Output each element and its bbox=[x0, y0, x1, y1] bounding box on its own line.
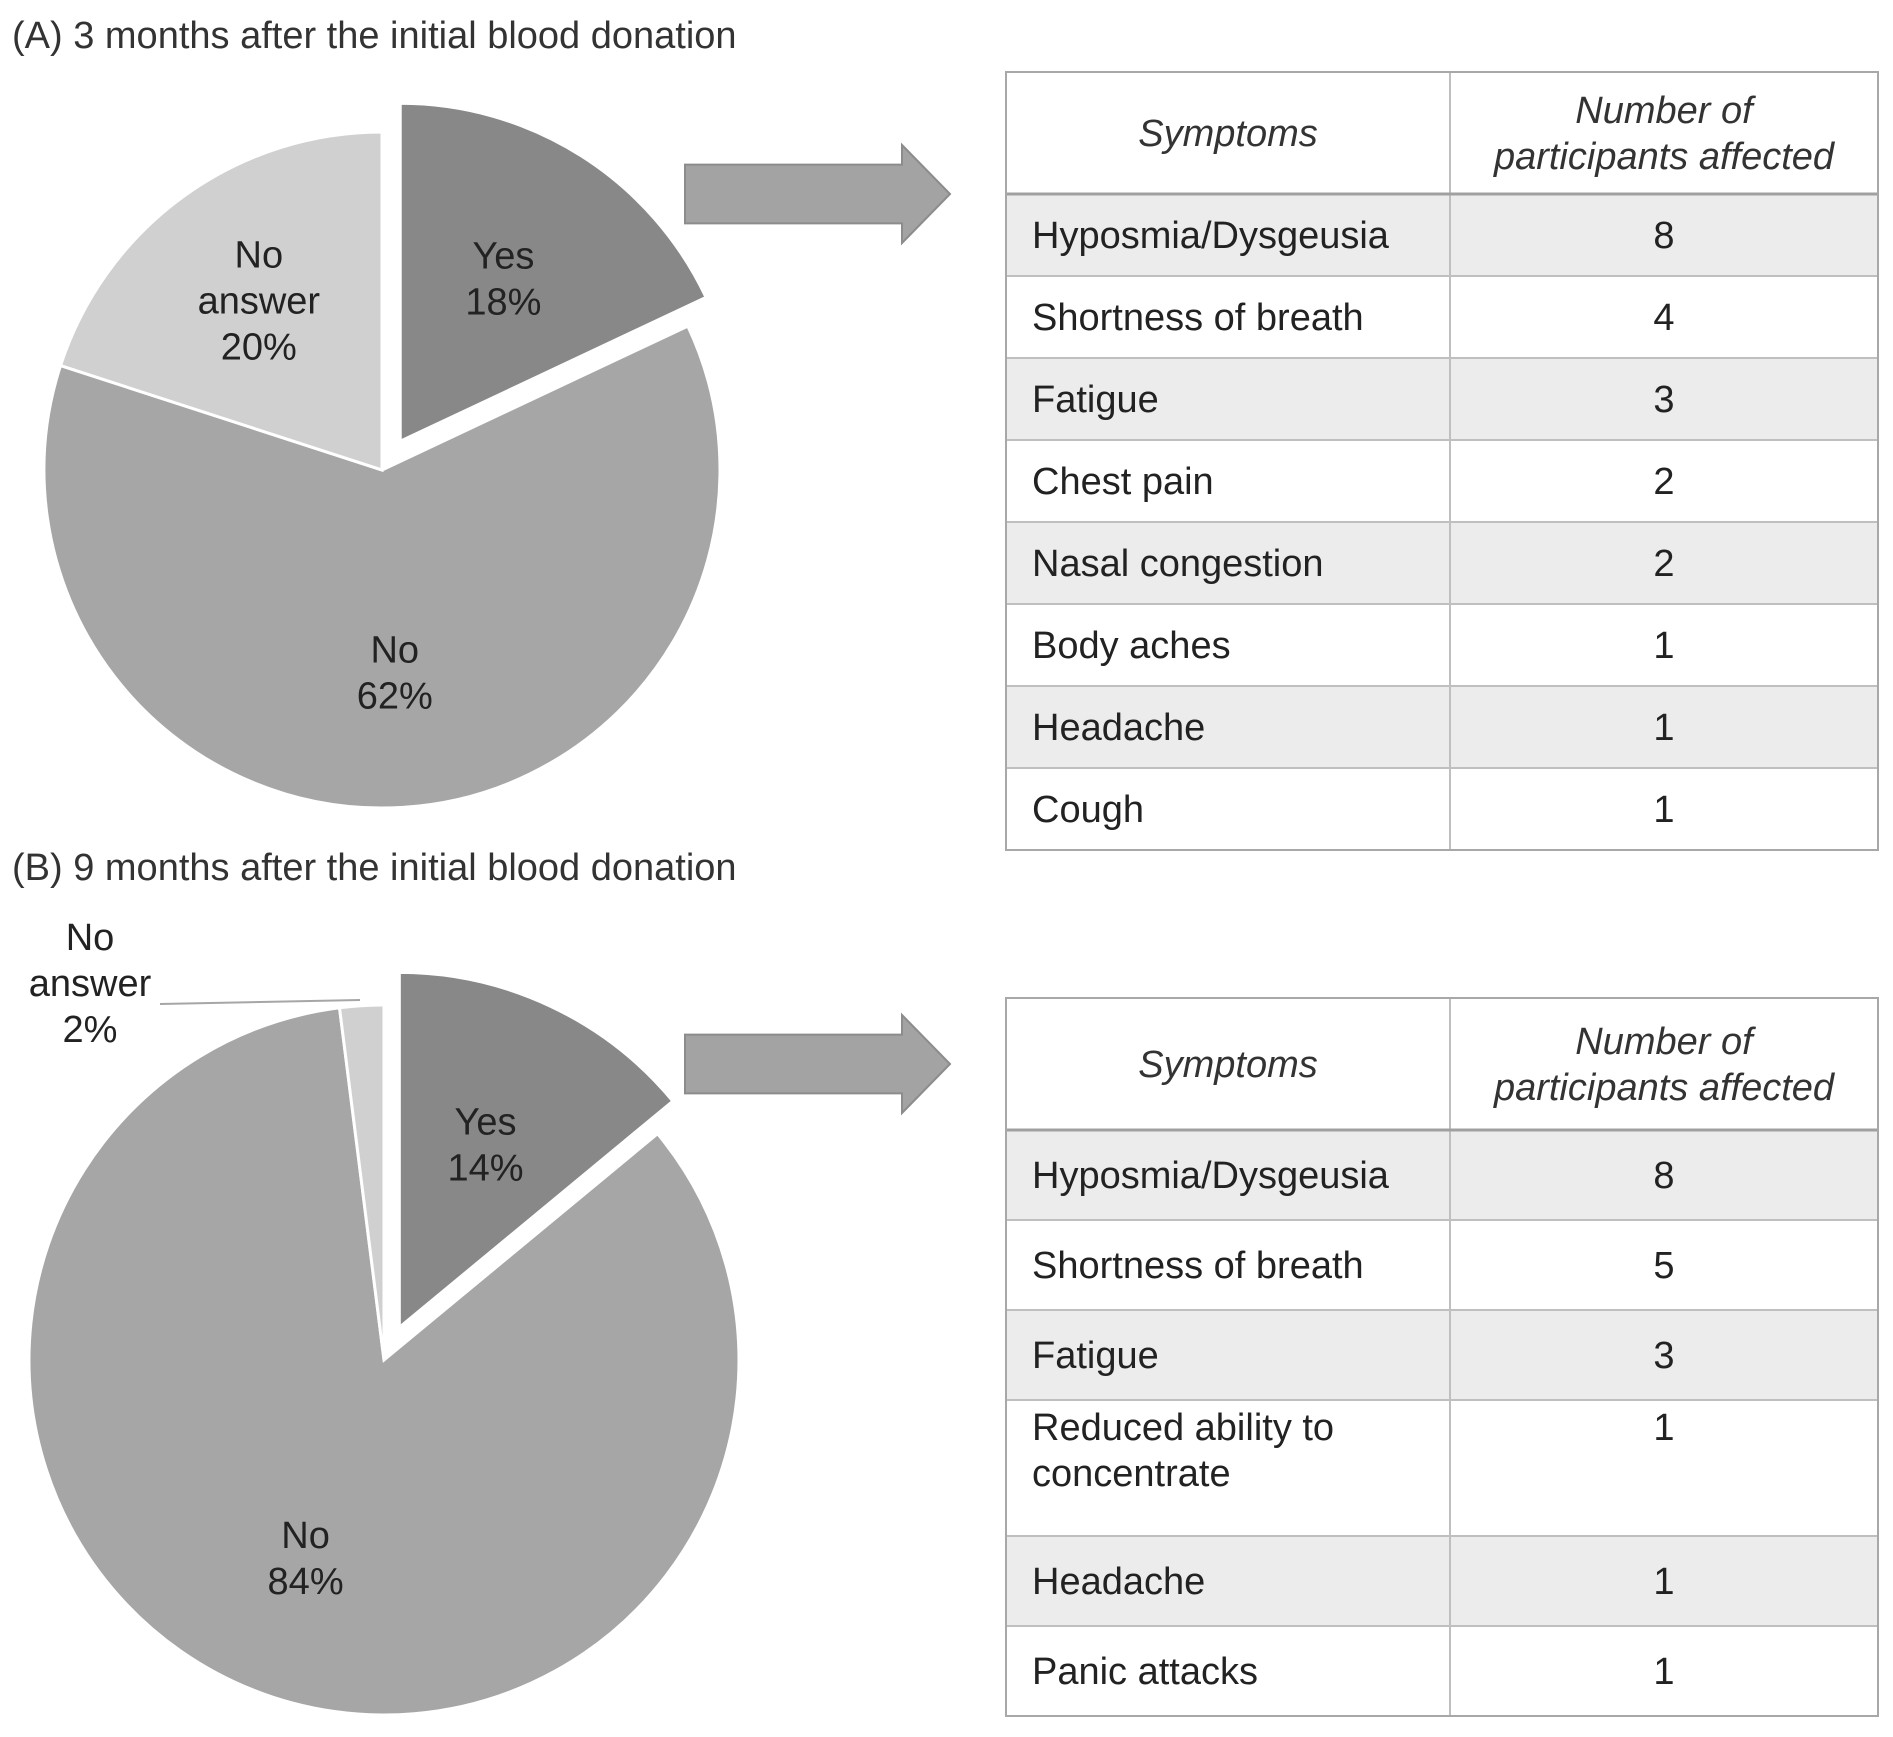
right-arrow-shape bbox=[685, 145, 950, 243]
table-cell-count: 1 bbox=[1653, 707, 1675, 749]
table-cell-symptom: Nasal congestion bbox=[1032, 543, 1324, 585]
table-cell-symptom: Fatigue bbox=[1032, 1335, 1159, 1377]
table-cell-symptom: Hyposmia/Dysgeusia bbox=[1032, 1155, 1389, 1197]
table-cell-count: 3 bbox=[1653, 379, 1675, 421]
pie-label-yes: Yes bbox=[472, 235, 535, 278]
table-header-cell: participants affected bbox=[1493, 1067, 1835, 1109]
table-cell-symptom: concentrate bbox=[1032, 1453, 1231, 1495]
table-cell-count: 1 bbox=[1653, 625, 1675, 667]
pie-label-yes: Yes bbox=[454, 1101, 517, 1144]
panel-a-arrow-icon bbox=[685, 145, 950, 243]
table-header-cell: Symptoms bbox=[1138, 113, 1318, 155]
pie-label-no-answer: 2% bbox=[62, 1009, 118, 1051]
table-cell-count: 8 bbox=[1653, 1155, 1675, 1197]
table-cell-symptom: Headache bbox=[1032, 707, 1206, 749]
table-cell-symptom: Reduced ability to bbox=[1032, 1407, 1335, 1449]
panel-b bbox=[12, 847, 1878, 1716]
table-cell-symptom: Chest pain bbox=[1032, 461, 1214, 503]
pie-label-no-answer: No bbox=[65, 917, 115, 959]
table-cell-count: 1 bbox=[1653, 1561, 1675, 1603]
pie-label-no: No bbox=[281, 1515, 330, 1558]
right-arrow-shape bbox=[685, 1015, 950, 1113]
table-cell-count: 2 bbox=[1653, 543, 1675, 585]
table-cell-count: 5 bbox=[1653, 1245, 1675, 1287]
table-cell-symptom: Body aches bbox=[1032, 625, 1231, 667]
pie-label-yes: 14% bbox=[447, 1147, 524, 1190]
pie-label-no: No bbox=[370, 629, 420, 672]
table-cell-count: 1 bbox=[1653, 1651, 1675, 1693]
panel-b-title: (B) 9 months after the initial blood donation bbox=[12, 847, 737, 889]
table-header-row bbox=[1006, 998, 1878, 1130]
panel-a-title: (A) 3 months after the initial blood donation bbox=[12, 15, 737, 57]
panel-b-arrow-icon bbox=[685, 1015, 950, 1113]
table-cell-symptom: Panic attacks bbox=[1032, 1651, 1258, 1693]
table-cell-count: 4 bbox=[1653, 297, 1675, 339]
panel-b-symptoms-table bbox=[1006, 998, 1878, 1716]
table-cell-symptom: Fatigue bbox=[1032, 379, 1159, 421]
table-header-cell: Symptoms bbox=[1138, 1044, 1318, 1086]
panel-a bbox=[12, 15, 1878, 850]
panel-b-pie-chart bbox=[29, 917, 739, 1715]
pie-label-yes: 18% bbox=[465, 281, 542, 324]
table-cell-symptom: Hyposmia/Dysgeusia bbox=[1032, 215, 1389, 257]
table-header-cell: Number of bbox=[1575, 1021, 1753, 1063]
table-cell-symptom: Headache bbox=[1032, 1561, 1206, 1603]
table-cell-count: 1 bbox=[1653, 789, 1675, 831]
table-cell-symptom: Shortness of breath bbox=[1032, 297, 1364, 339]
table-header-cell: participants affected bbox=[1493, 136, 1835, 178]
table-cell-symptom: Cough bbox=[1032, 789, 1144, 831]
table-cell-count: 1 bbox=[1653, 1407, 1675, 1449]
table-header-cell: Number of bbox=[1575, 90, 1753, 132]
table-cell-symptom: Shortness of breath bbox=[1032, 1245, 1364, 1287]
table-cell-count: 8 bbox=[1653, 215, 1675, 257]
panel-a-pie-chart bbox=[44, 103, 720, 808]
pie-label-no-answer: answer bbox=[28, 963, 152, 1005]
panel-a-symptoms-table bbox=[1006, 72, 1878, 850]
table-cell-count: 3 bbox=[1653, 1335, 1675, 1377]
table-cell-count: 2 bbox=[1653, 461, 1675, 503]
pie-label-no-answer: 20% bbox=[220, 326, 297, 369]
pie-label-no-answer: answer bbox=[197, 280, 321, 323]
pie-label-no: 62% bbox=[356, 675, 433, 718]
pie-leader-line bbox=[160, 1000, 360, 1004]
pie-label-no: 84% bbox=[267, 1561, 344, 1604]
pie-label-no-answer: No bbox=[234, 234, 284, 277]
